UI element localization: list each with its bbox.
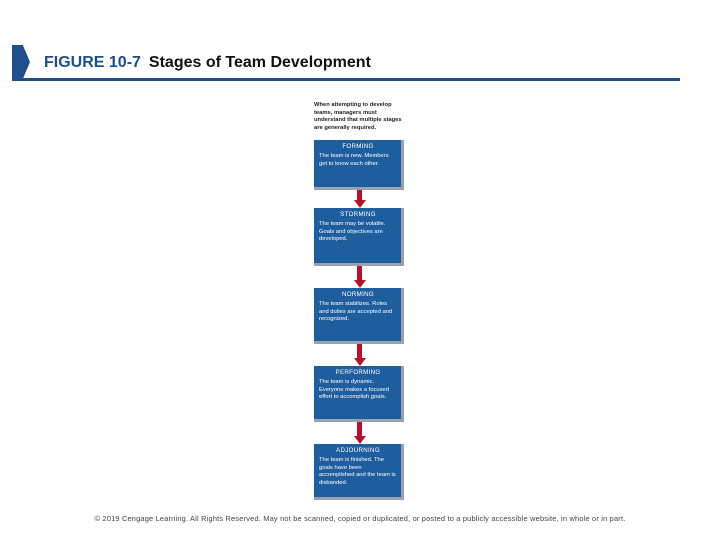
stage-title: NORMING: [341, 291, 374, 298]
stage-title: STORMING: [340, 211, 376, 218]
stage-box-performing: [314, 366, 404, 422]
stage-description: The team is new. Members get to know each other.: [319, 153, 389, 167]
down-arrow-icon: [354, 266, 366, 288]
down-arrow-icon: [354, 344, 366, 366]
figure-title: Stages of Team Development: [148, 54, 371, 71]
copyright-footer: © 2019 Cengage Learning. All Rights Reserved. May not be scanned, copied or duplicated, or posted to a publicly accessible website, in whole or in part.: [94, 514, 626, 523]
header-divider: [12, 78, 680, 81]
down-arrow-icon: [354, 422, 366, 444]
diagram-intro-text: When attempting to develop teams, managers must understand that multiple stages are generally required.: [314, 102, 402, 131]
stage-description: The team may be volatile. Goals and objectives are developed.: [319, 221, 386, 243]
stage-title: FORMING: [342, 143, 374, 150]
stage-box-storming: [314, 208, 404, 266]
stage-description: The team is dynamic. Everyone makes a focused effort to accomplish goals.: [319, 379, 389, 401]
stage-title: ADJOURNING: [336, 447, 380, 454]
page-title: [44, 54, 371, 72]
stages-flow-diagram: [314, 102, 408, 502]
figure-number: FIGURE 10-7: [44, 54, 141, 71]
stage-title: PERFORMING: [335, 369, 381, 376]
stage-box-forming: [314, 140, 404, 190]
stage-description: The team is finished. The goals have been accomplished and the team is disbanded.: [319, 457, 396, 486]
stage-description: The team stabilizes. Roles and duties are accepted and recognized.: [319, 301, 393, 323]
down-arrow-icon: [354, 190, 366, 208]
header-accent-arrow-icon: [12, 45, 30, 79]
stage-box-adjourning: [314, 444, 404, 500]
stage-box-norming: [314, 288, 404, 344]
